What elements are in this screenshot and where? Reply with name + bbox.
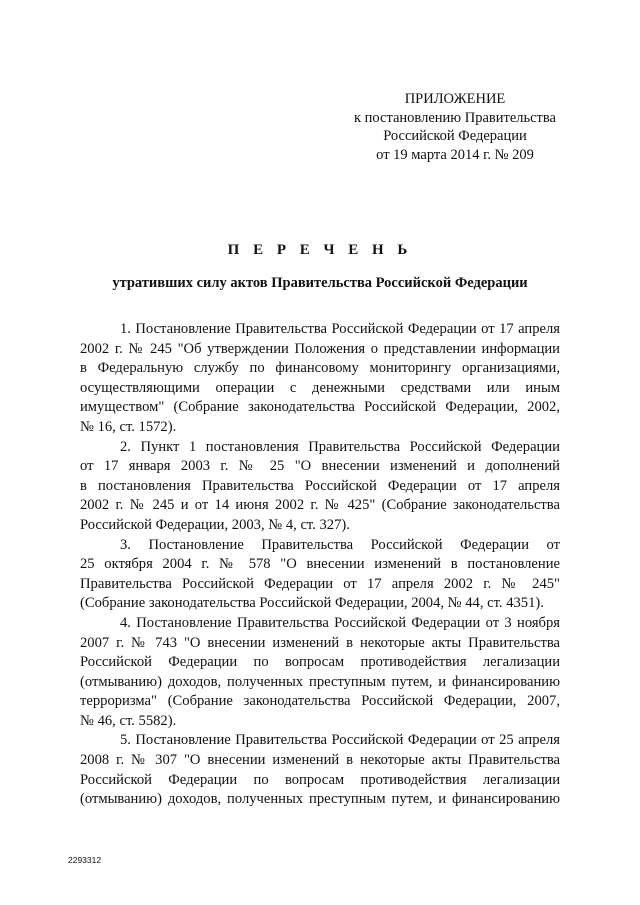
document-subtitle: утративших силу актов Правительства Российской Федерации — [112, 275, 528, 291]
paragraph-line: 3. Постановление Правительства Российской Федерации от — [120, 536, 560, 553]
paragraph-line: 2002 г. № 245 "Об утверждении Положения о представлении информации — [80, 340, 560, 357]
list-item — [80, 731, 560, 809]
paragraph-line: 5. Постановление Правительства Российской Федерации от 25 апреля — [120, 732, 560, 749]
list-item — [80, 536, 560, 614]
appendix-date: от 19 марта 2014 г. № 209 — [376, 146, 534, 163]
paragraph-line: (отмыванию) доходов, полученных преступным путем, и финансированию — [80, 673, 560, 690]
paragraph-line: 2. Пункт 1 постановления Правительства Российской Федерации — [120, 438, 560, 455]
paragraph-line: № 16, ст. 1572). — [80, 418, 177, 435]
document-body — [80, 320, 560, 810]
paragraph-line: 2007 г. № 743 "О внесении изменений в некоторые акты Правительства — [80, 634, 560, 651]
paragraph-line: имуществом" (Собрание законодательства Российской Федерации, 2002, — [80, 399, 560, 416]
appendix-ref: к постановлению Правительства — [354, 109, 556, 126]
paragraph-line: Правительства Российской Федерации от 17 апреля 2002 г. № 245" — [80, 575, 560, 592]
paragraph-line: 2002 г. № 245 и от 14 июня 2002 г. № 425" (Собрание законодательства — [80, 497, 560, 514]
paragraph-line: (Собрание законодательства Российской Федерации, 2004, № 44, ст. 4351). — [80, 595, 544, 612]
appendix-issuer: Российской Федерации — [383, 128, 527, 144]
paragraph-line: от 17 января 2003 г. № 25 "О внесении изменений и дополнений — [80, 458, 560, 475]
paragraph-line: терроризма" (Собрание законодательства Российской Федерации, 2007, — [80, 693, 560, 710]
list-item — [80, 614, 560, 732]
document-title: П Е Р Е Ч Е Н Ь — [227, 242, 413, 258]
paragraph-line: (отмыванию) доходов, полученных преступным путем, и финансированию — [80, 791, 560, 808]
paragraph-line: Российской Федерации, 2003, № 4, ст. 327). — [80, 516, 350, 533]
paragraph-line: осуществляющими операции с денежными средствами или иным — [80, 379, 560, 396]
appendix-label: ПРИЛОЖЕНИЕ — [404, 91, 506, 107]
paragraph-line: 2008 г. № 307 "О внесении изменений в некоторые акты Правительства — [80, 752, 560, 769]
paragraph-line: в постановления Правительства Российской Федерации от 17 апреля — [80, 477, 560, 494]
appendix-block — [330, 90, 580, 164]
paragraph-line: 1. Постановление Правительства Российской Федерации от 17 апреля — [120, 321, 560, 337]
paragraph-line: Российской Федерации по вопросам противодействия легализации — [80, 771, 560, 788]
paragraph-line: 25 октября 2004 г. № 578 "О внесении изменений в постановление — [80, 556, 560, 573]
list-item — [80, 438, 560, 536]
paragraph-line: № 46, ст. 5582). — [80, 712, 177, 729]
paragraph-line: 4. Постановление Правительства Российской Федерации от 3 ноября — [120, 614, 560, 631]
document-id: 2293312 — [68, 855, 102, 865]
document-heading — [60, 240, 580, 292]
paragraph-line: Российской Федерации по вопросам противодействия легализации — [80, 654, 560, 671]
list-item — [80, 320, 560, 438]
paragraph-line: в Федеральную службу по финансовому мониторингу организациями, — [80, 360, 560, 377]
